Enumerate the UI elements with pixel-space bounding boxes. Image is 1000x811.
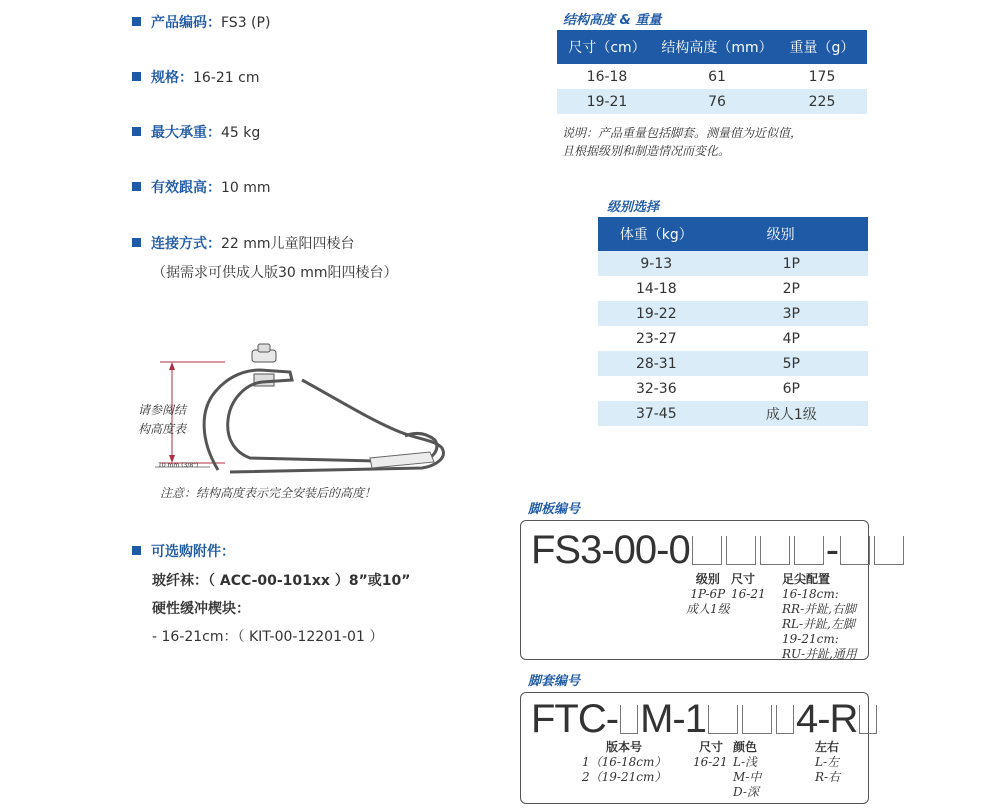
table-row: 14-18 2P <box>635 280 800 297</box>
foot-toe-pad <box>370 452 434 468</box>
code-blank <box>760 536 790 565</box>
cover-code-color: 颜色 L-浅 M-中 D-深 <box>733 740 762 799</box>
spec-connection: 连接方式：22 mm儿童阳四棱台 <box>132 233 355 253</box>
level-selection-table <box>598 217 868 426</box>
bullet-square-icon <box>132 17 141 26</box>
table-row: 37-45 成人1级 <box>598 401 868 426</box>
level-table-title: 级别选择 <box>607 200 660 215</box>
accessories-title: 可选购附件： <box>132 541 235 561</box>
foot-code-toe: 足尖配置 16-18cm: RR-并趾,右脚 RL-并趾,左脚 19-21cm: RU-并趾,通用 <box>782 572 857 661</box>
code-blank <box>726 536 756 565</box>
table-header-row: 体重（kg） 级别 <box>598 217 868 251</box>
height-weight-table <box>557 30 867 114</box>
code-blank <box>776 705 794 734</box>
accessory-wedge: 硬性缓冲楔块： <box>152 601 250 617</box>
table-row: 28-31 5P <box>598 351 868 376</box>
foot-code-title: 脚板编号 <box>528 502 581 517</box>
code-blank <box>708 705 738 734</box>
accessory-sock: 玻纤袜：（ ACC-00-101xx ）8”或10” <box>152 573 411 589</box>
bullet-square-icon <box>132 182 141 191</box>
table-row: 19-22 3P <box>598 301 868 326</box>
cover-code-title: 脚套编号 <box>528 674 581 689</box>
figure-caption: 注意：结构高度表示完全安装后的高度！ <box>160 486 377 500</box>
code-blank <box>692 536 722 565</box>
height-table-note: 说明：产品重量包括脚套。测量值为近似值， 且根据级别和制造情况而变化。 <box>562 126 803 158</box>
table-row: 23-27 4P <box>635 330 800 347</box>
spec-product-code: 产品编码：FS3 (P) <box>132 12 270 32</box>
code-blank <box>840 536 870 565</box>
heel-height-mark: 10 mm (3/8") <box>158 462 199 469</box>
figure-side-label: 请参阅结 构高度表 <box>138 403 187 436</box>
table-row: 9-13 1P <box>598 251 868 276</box>
spec-max-load: 最大承重：45 kg <box>132 122 260 142</box>
table-header-row: 尺寸（cm） 结构高度（mm） 重量（g） <box>557 30 867 64</box>
code-blank <box>742 705 772 734</box>
table-row: 32-36 6P <box>635 380 800 397</box>
foot-code-string: FS3-00-0 - <box>531 528 906 573</box>
spec-connection-note: （据需求可供成人版30 mm阳四棱台） <box>152 265 398 281</box>
cover-code-version: 版本号 1（16-18cm） 2（19-21cm） <box>582 740 667 784</box>
bullet-square-icon <box>132 546 141 555</box>
bullet-square-icon <box>132 238 141 247</box>
height-table-title: 结构高度 & 重量 <box>563 13 662 28</box>
table-row: 16-18 61 175 <box>586 68 836 85</box>
code-blank <box>874 536 904 565</box>
arrow-up-icon <box>169 362 175 370</box>
spec-heel-height: 有效跟高：10 mm <box>132 177 271 197</box>
cover-code-side: 左右 L-左 R-右 <box>815 740 841 784</box>
code-blank <box>620 705 638 734</box>
bullet-square-icon <box>132 127 141 136</box>
table-row: 19-21 76 225 <box>557 89 867 114</box>
accessory-wedge-kit: - 16-21cm：（ KIT-00-12201-01 ） <box>152 629 384 645</box>
bullet-square-icon <box>132 72 141 81</box>
foot-code-size: 尺寸 16-21 <box>731 572 766 601</box>
cover-code-string: FTC- M-1 4-R <box>531 697 879 742</box>
foot-code-level: 级别 1P-6P 成人1级 <box>686 572 730 616</box>
cover-code-size: 尺寸 16-21 <box>693 740 728 769</box>
code-blank <box>794 536 824 565</box>
spec-size: 规格：16-21 cm <box>132 67 259 87</box>
code-blank <box>859 705 877 734</box>
